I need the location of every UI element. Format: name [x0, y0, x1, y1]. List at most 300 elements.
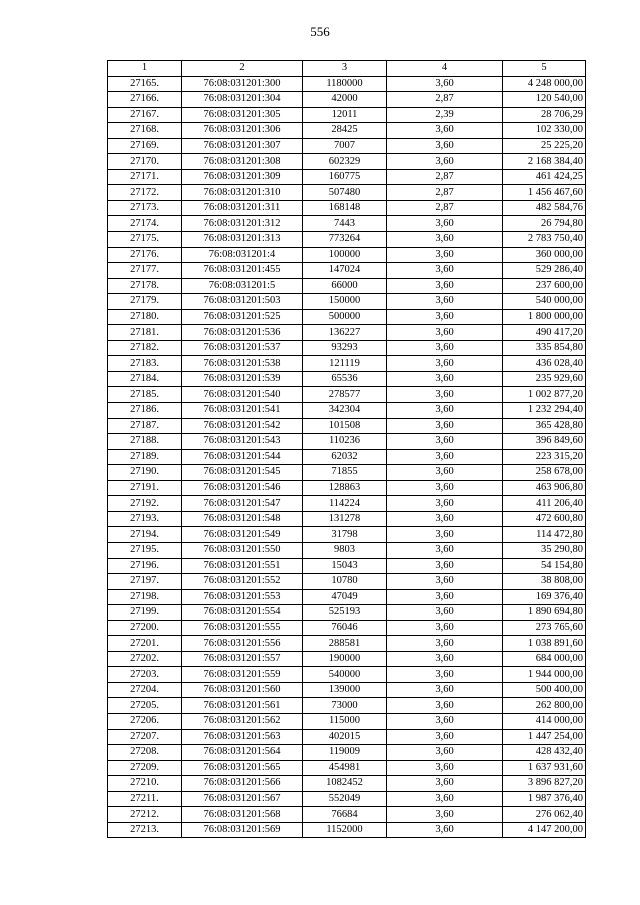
- cadastral-number-cell: 76:08:031201:569: [182, 822, 303, 838]
- area-cell: 1180000: [303, 76, 387, 92]
- table-row: [108, 92, 586, 108]
- rate-cell: 3,60: [387, 340, 503, 356]
- row-number-cell: 27207.: [108, 729, 182, 745]
- area-cell: 7007: [303, 138, 387, 154]
- rate-cell: 3,60: [387, 542, 503, 558]
- table-row: [108, 278, 586, 294]
- row-number-cell: 27187.: [108, 418, 182, 434]
- rate-cell: 2,87: [387, 169, 503, 185]
- value-cell: 335 854,80: [503, 340, 586, 356]
- value-cell: 4 147 200,00: [503, 822, 586, 838]
- value-cell: 461 424,25: [503, 169, 586, 185]
- table-row: [108, 682, 586, 698]
- cadastral-number-cell: 76:08:031201:311: [182, 200, 303, 216]
- value-cell: 482 584,76: [503, 200, 586, 216]
- rate-cell: 3,60: [387, 278, 503, 294]
- cadastral-number-cell: 76:08:031201:543: [182, 434, 303, 450]
- rate-cell: 3,60: [387, 496, 503, 512]
- row-number-cell: 27173.: [108, 200, 182, 216]
- area-cell: 76046: [303, 620, 387, 636]
- area-cell: 15043: [303, 558, 387, 574]
- row-number-cell: 27197.: [108, 574, 182, 590]
- area-cell: 73000: [303, 698, 387, 714]
- value-cell: 262 800,00: [503, 698, 586, 714]
- rate-cell: 3,60: [387, 698, 503, 714]
- row-number-cell: 27192.: [108, 496, 182, 512]
- rate-cell: 3,60: [387, 434, 503, 450]
- value-cell: 1 987 376,40: [503, 791, 586, 807]
- cadastral-number-cell: 76:08:031201:305: [182, 107, 303, 123]
- row-number-cell: 27180.: [108, 309, 182, 325]
- area-cell: 110236: [303, 434, 387, 450]
- table-row: [108, 527, 586, 543]
- row-number-cell: 27170.: [108, 154, 182, 170]
- table-row: [108, 745, 586, 761]
- value-cell: 365 428,80: [503, 418, 586, 434]
- row-number-cell: 27194.: [108, 527, 182, 543]
- table-row: [108, 620, 586, 636]
- area-cell: 168148: [303, 200, 387, 216]
- cadastral-number-cell: 76:08:031201:536: [182, 325, 303, 341]
- row-number-cell: 27182.: [108, 340, 182, 356]
- table-row: [108, 449, 586, 465]
- area-cell: 552049: [303, 791, 387, 807]
- value-cell: 1 002 877,20: [503, 387, 586, 403]
- table-row: [108, 574, 586, 590]
- rate-cell: 3,60: [387, 418, 503, 434]
- value-cell: 1 890 694,80: [503, 605, 586, 621]
- cadastral-number-cell: 76:08:031201:563: [182, 729, 303, 745]
- table-row: [108, 636, 586, 652]
- row-number-cell: 27188.: [108, 434, 182, 450]
- area-cell: 71855: [303, 465, 387, 481]
- area-cell: 525193: [303, 605, 387, 621]
- value-cell: 1 447 254,00: [503, 729, 586, 745]
- cadastral-number-cell: 76:08:031201:550: [182, 542, 303, 558]
- rate-cell: 3,60: [387, 776, 503, 792]
- row-number-cell: 27172.: [108, 185, 182, 201]
- area-cell: 1152000: [303, 822, 387, 838]
- area-cell: 288581: [303, 636, 387, 652]
- table-row: [108, 123, 586, 139]
- row-number-cell: 27200.: [108, 620, 182, 636]
- table-row: [108, 807, 586, 823]
- area-cell: 76684: [303, 807, 387, 823]
- rate-cell: 3,60: [387, 216, 503, 232]
- row-number-cell: 27176.: [108, 247, 182, 263]
- table-row: [108, 371, 586, 387]
- table-row: [108, 76, 586, 92]
- value-cell: 169 376,40: [503, 589, 586, 605]
- rate-cell: 3,60: [387, 729, 503, 745]
- value-cell: 1 637 931,60: [503, 760, 586, 776]
- table-row: [108, 651, 586, 667]
- area-cell: 139000: [303, 682, 387, 698]
- area-cell: 7443: [303, 216, 387, 232]
- rate-cell: 3,60: [387, 558, 503, 574]
- cadastral-number-cell: 76:08:031201:548: [182, 511, 303, 527]
- row-number-cell: 27165.: [108, 76, 182, 92]
- column-header-3: 3: [303, 61, 387, 77]
- area-cell: 9803: [303, 542, 387, 558]
- rate-cell: 3,60: [387, 480, 503, 496]
- cadastral-number-cell: 76:08:031201:545: [182, 465, 303, 481]
- rate-cell: 3,60: [387, 667, 503, 683]
- cadastral-number-cell: 76:08:031201:4: [182, 247, 303, 263]
- area-cell: 1082452: [303, 776, 387, 792]
- table-row: [108, 511, 586, 527]
- page-number: 556: [310, 24, 330, 39]
- value-cell: 414 000,00: [503, 713, 586, 729]
- row-number-cell: 27208.: [108, 745, 182, 761]
- row-number-cell: 27175.: [108, 232, 182, 248]
- value-cell: 235 929,60: [503, 371, 586, 387]
- cadastral-number-cell: 76:08:031201:557: [182, 651, 303, 667]
- row-number-cell: 27205.: [108, 698, 182, 714]
- cadastral-number-cell: 76:08:031201:547: [182, 496, 303, 512]
- cadastral-number-cell: 76:08:031201:562: [182, 713, 303, 729]
- row-number-cell: 27206.: [108, 713, 182, 729]
- rate-cell: 2,39: [387, 107, 503, 123]
- cadastral-number-cell: 76:08:031201:537: [182, 340, 303, 356]
- table-row: [108, 107, 586, 123]
- value-cell: 2 783 750,40: [503, 232, 586, 248]
- rate-cell: 3,60: [387, 403, 503, 419]
- table-row: [108, 138, 586, 154]
- rate-cell: 2,87: [387, 200, 503, 216]
- rate-cell: 3,60: [387, 232, 503, 248]
- table-row: [108, 200, 586, 216]
- table-row: [108, 480, 586, 496]
- rate-cell: 3,60: [387, 325, 503, 341]
- column-header-1: 1: [108, 61, 182, 77]
- value-cell: 114 472,80: [503, 527, 586, 543]
- rate-cell: 2,87: [387, 92, 503, 108]
- area-cell: 28425: [303, 123, 387, 139]
- cadastral-number-cell: 76:08:031201:5: [182, 278, 303, 294]
- table-row: [108, 216, 586, 232]
- value-cell: 258 678,00: [503, 465, 586, 481]
- area-cell: 454981: [303, 760, 387, 776]
- value-cell: 4 248 000,00: [503, 76, 586, 92]
- rate-cell: 3,60: [387, 465, 503, 481]
- table-row: [108, 822, 586, 838]
- rate-cell: 3,60: [387, 822, 503, 838]
- value-cell: 223 315,20: [503, 449, 586, 465]
- value-cell: 360 000,00: [503, 247, 586, 263]
- rate-cell: 3,60: [387, 449, 503, 465]
- cadastral-number-cell: 76:08:031201:551: [182, 558, 303, 574]
- rate-cell: 3,60: [387, 745, 503, 761]
- row-number-cell: 27169.: [108, 138, 182, 154]
- table-row: [108, 667, 586, 683]
- cadastral-number-cell: 76:08:031201:546: [182, 480, 303, 496]
- row-number-cell: 27177.: [108, 263, 182, 279]
- cadastral-number-cell: 76:08:031201:555: [182, 620, 303, 636]
- cadastral-number-cell: 76:08:031201:307: [182, 138, 303, 154]
- table-row: [108, 403, 586, 419]
- area-cell: 128863: [303, 480, 387, 496]
- cadastral-number-cell: 76:08:031201:312: [182, 216, 303, 232]
- area-cell: 101508: [303, 418, 387, 434]
- rate-cell: 3,60: [387, 620, 503, 636]
- area-cell: 31798: [303, 527, 387, 543]
- table-row: [108, 185, 586, 201]
- rate-cell: 3,60: [387, 760, 503, 776]
- row-number-cell: 27171.: [108, 169, 182, 185]
- table-row: [108, 309, 586, 325]
- cadastral-number-cell: 76:08:031201:552: [182, 574, 303, 590]
- row-number-cell: 27174.: [108, 216, 182, 232]
- table-row: [108, 263, 586, 279]
- cadastral-number-cell: 76:08:031201:559: [182, 667, 303, 683]
- row-number-cell: 27202.: [108, 651, 182, 667]
- area-cell: 93293: [303, 340, 387, 356]
- table-row: [108, 325, 586, 341]
- rate-cell: 3,60: [387, 356, 503, 372]
- area-cell: 278577: [303, 387, 387, 403]
- row-number-cell: 27168.: [108, 123, 182, 139]
- cadastral-number-cell: 76:08:031201:568: [182, 807, 303, 823]
- table-row: [108, 542, 586, 558]
- cadastral-number-cell: 76:08:031201:540: [182, 387, 303, 403]
- area-cell: 402015: [303, 729, 387, 745]
- table-row: [108, 169, 586, 185]
- rate-cell: 3,60: [387, 123, 503, 139]
- area-cell: 136227: [303, 325, 387, 341]
- row-number-cell: 27209.: [108, 760, 182, 776]
- rate-cell: 3,60: [387, 387, 503, 403]
- table-row: [108, 232, 586, 248]
- area-cell: 540000: [303, 667, 387, 683]
- table-body: [108, 76, 586, 838]
- cadastral-number-cell: 76:08:031201:566: [182, 776, 303, 792]
- cadastral-number-cell: 76:08:031201:544: [182, 449, 303, 465]
- value-cell: 28 706,29: [503, 107, 586, 123]
- table-row: [108, 434, 586, 450]
- cadastral-number-cell: 76:08:031201:313: [182, 232, 303, 248]
- area-cell: 150000: [303, 294, 387, 310]
- area-cell: 119009: [303, 745, 387, 761]
- rate-cell: 3,60: [387, 247, 503, 263]
- value-cell: 2 168 384,40: [503, 154, 586, 170]
- value-cell: 1 944 000,00: [503, 667, 586, 683]
- row-number-cell: 27184.: [108, 371, 182, 387]
- value-cell: 428 432,40: [503, 745, 586, 761]
- table-row: [108, 465, 586, 481]
- cadastral-table: [107, 60, 586, 838]
- table-row: [108, 760, 586, 776]
- cadastral-number-cell: 76:08:031201:542: [182, 418, 303, 434]
- cadastral-number-cell: 76:08:031201:553: [182, 589, 303, 605]
- rate-cell: 3,60: [387, 682, 503, 698]
- row-number-cell: 27213.: [108, 822, 182, 838]
- area-cell: 342304: [303, 403, 387, 419]
- area-cell: 62032: [303, 449, 387, 465]
- table-row: [108, 154, 586, 170]
- table-row: [108, 605, 586, 621]
- value-cell: 38 808,00: [503, 574, 586, 590]
- rate-cell: 3,60: [387, 605, 503, 621]
- row-number-cell: 27186.: [108, 403, 182, 419]
- row-number-cell: 27166.: [108, 92, 182, 108]
- cadastral-number-cell: 76:08:031201:525: [182, 309, 303, 325]
- table-row: [108, 496, 586, 512]
- value-cell: 237 600,00: [503, 278, 586, 294]
- cadastral-number-cell: 76:08:031201:567: [182, 791, 303, 807]
- value-cell: 3 896 827,20: [503, 776, 586, 792]
- table-header-row: [108, 61, 586, 77]
- table-row: [108, 387, 586, 403]
- area-cell: 602329: [303, 154, 387, 170]
- value-cell: 26 794,80: [503, 216, 586, 232]
- cadastral-number-cell: 76:08:031201:503: [182, 294, 303, 310]
- column-header-4: 4: [387, 61, 503, 77]
- area-cell: 131278: [303, 511, 387, 527]
- area-cell: 115000: [303, 713, 387, 729]
- cadastral-number-cell: 76:08:031201:565: [182, 760, 303, 776]
- rate-cell: 3,60: [387, 807, 503, 823]
- value-cell: 684 000,00: [503, 651, 586, 667]
- area-cell: 160775: [303, 169, 387, 185]
- cadastral-number-cell: 76:08:031201:538: [182, 356, 303, 372]
- value-cell: 273 765,60: [503, 620, 586, 636]
- cadastral-number-cell: 76:08:031201:554: [182, 605, 303, 621]
- rate-cell: 3,60: [387, 154, 503, 170]
- area-cell: 121119: [303, 356, 387, 372]
- area-cell: 190000: [303, 651, 387, 667]
- rate-cell: 3,60: [387, 309, 503, 325]
- table-row: [108, 340, 586, 356]
- row-number-cell: 27181.: [108, 325, 182, 341]
- area-cell: 147024: [303, 263, 387, 279]
- rate-cell: 2,87: [387, 185, 503, 201]
- row-number-cell: 27191.: [108, 480, 182, 496]
- cadastral-number-cell: 76:08:031201:564: [182, 745, 303, 761]
- rate-cell: 3,60: [387, 527, 503, 543]
- cadastral-number-cell: 76:08:031201:539: [182, 371, 303, 387]
- cadastral-number-cell: 76:08:031201:556: [182, 636, 303, 652]
- column-header-2: 2: [182, 61, 303, 77]
- area-cell: 10780: [303, 574, 387, 590]
- value-cell: 529 286,40: [503, 263, 586, 279]
- table-row: [108, 418, 586, 434]
- value-cell: 500 400,00: [503, 682, 586, 698]
- rate-cell: 3,60: [387, 651, 503, 667]
- table-row: [108, 729, 586, 745]
- cadastral-number-cell: 76:08:031201:310: [182, 185, 303, 201]
- rate-cell: 3,60: [387, 294, 503, 310]
- table-row: [108, 247, 586, 263]
- row-number-cell: 27190.: [108, 465, 182, 481]
- table-row: [108, 356, 586, 372]
- value-cell: 120 540,00: [503, 92, 586, 108]
- column-header-5: 5: [503, 61, 586, 77]
- row-number-cell: 27212.: [108, 807, 182, 823]
- row-number-cell: 27179.: [108, 294, 182, 310]
- area-cell: 100000: [303, 247, 387, 263]
- row-number-cell: 27193.: [108, 511, 182, 527]
- area-cell: 12011: [303, 107, 387, 123]
- cadastral-number-cell: 76:08:031201:309: [182, 169, 303, 185]
- value-cell: 35 290,80: [503, 542, 586, 558]
- area-cell: 500000: [303, 309, 387, 325]
- rate-cell: 3,60: [387, 713, 503, 729]
- cadastral-number-cell: 76:08:031201:304: [182, 92, 303, 108]
- rate-cell: 3,60: [387, 371, 503, 387]
- table-row: [108, 713, 586, 729]
- row-number-cell: 27196.: [108, 558, 182, 574]
- rate-cell: 3,60: [387, 574, 503, 590]
- table-row: [108, 776, 586, 792]
- table-row: [108, 791, 586, 807]
- value-cell: 463 906,80: [503, 480, 586, 496]
- area-cell: 65536: [303, 371, 387, 387]
- row-number-cell: 27204.: [108, 682, 182, 698]
- rate-cell: 3,60: [387, 791, 503, 807]
- table-row: [108, 558, 586, 574]
- row-number-cell: 27195.: [108, 542, 182, 558]
- cadastral-number-cell: 76:08:031201:300: [182, 76, 303, 92]
- table-row: [108, 294, 586, 310]
- value-cell: 1 456 467,60: [503, 185, 586, 201]
- area-cell: 114224: [303, 496, 387, 512]
- area-cell: 42000: [303, 92, 387, 108]
- cadastral-number-cell: 76:08:031201:306: [182, 123, 303, 139]
- area-cell: 507480: [303, 185, 387, 201]
- value-cell: 54 154,80: [503, 558, 586, 574]
- table-row: [108, 698, 586, 714]
- value-cell: 1 232 294,40: [503, 403, 586, 419]
- rate-cell: 3,60: [387, 589, 503, 605]
- row-number-cell: 27203.: [108, 667, 182, 683]
- value-cell: 25 225,20: [503, 138, 586, 154]
- row-number-cell: 27185.: [108, 387, 182, 403]
- cadastral-number-cell: 76:08:031201:455: [182, 263, 303, 279]
- rate-cell: 3,60: [387, 263, 503, 279]
- cadastral-number-cell: 76:08:031201:549: [182, 527, 303, 543]
- cadastral-number-cell: 76:08:031201:561: [182, 698, 303, 714]
- value-cell: 1 038 891,60: [503, 636, 586, 652]
- row-number-cell: 27199.: [108, 605, 182, 621]
- row-number-cell: 27211.: [108, 791, 182, 807]
- cadastral-number-cell: 76:08:031201:541: [182, 403, 303, 419]
- row-number-cell: 27178.: [108, 278, 182, 294]
- value-cell: 102 330,00: [503, 123, 586, 139]
- value-cell: 436 028,40: [503, 356, 586, 372]
- rate-cell: 3,60: [387, 76, 503, 92]
- row-number-cell: 27201.: [108, 636, 182, 652]
- rate-cell: 3,60: [387, 138, 503, 154]
- row-number-cell: 27183.: [108, 356, 182, 372]
- value-cell: 411 206,40: [503, 496, 586, 512]
- value-cell: 472 600,80: [503, 511, 586, 527]
- cadastral-number-cell: 76:08:031201:308: [182, 154, 303, 170]
- value-cell: 276 062,40: [503, 807, 586, 823]
- rate-cell: 3,60: [387, 636, 503, 652]
- row-number-cell: 27189.: [108, 449, 182, 465]
- area-cell: 47049: [303, 589, 387, 605]
- cadastral-number-cell: 76:08:031201:560: [182, 682, 303, 698]
- area-cell: 773264: [303, 232, 387, 248]
- value-cell: 1 800 000,00: [503, 309, 586, 325]
- value-cell: 396 849,60: [503, 434, 586, 450]
- row-number-cell: 27198.: [108, 589, 182, 605]
- area-cell: 66000: [303, 278, 387, 294]
- value-cell: 490 417,20: [503, 325, 586, 341]
- row-number-cell: 27210.: [108, 776, 182, 792]
- row-number-cell: 27167.: [108, 107, 182, 123]
